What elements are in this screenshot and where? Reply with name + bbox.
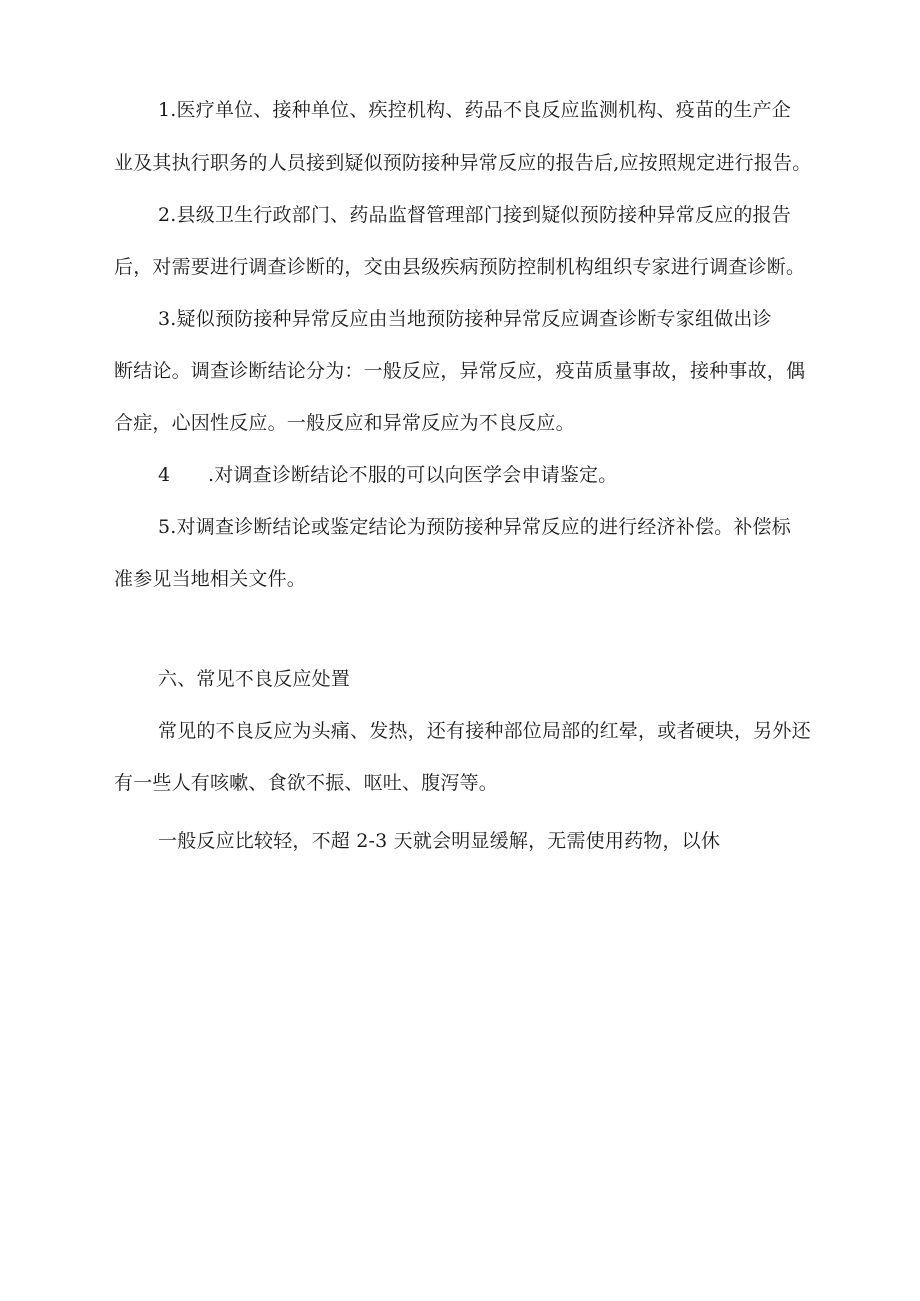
- item-3-text-1: 疑似预防接种异常反应由当地预防接种异常反应调查诊断专家组做出诊: [176, 308, 772, 330]
- item-3-separator: .: [170, 308, 177, 330]
- item-1-line-2: 业及其执行职务的人员接到疑似预防接种异常反应的报告后,应按照规定进行报告。: [114, 152, 812, 174]
- item-3-number: 3: [158, 308, 171, 330]
- item-4-number: 4: [158, 464, 171, 486]
- item-2-line-2: 后，对需要进行调查诊断的，交由县级疾病预防控制机构组织专家进行调查诊断。: [114, 256, 806, 278]
- item-5-line-2: 准参见当地相关文件。: [114, 568, 307, 590]
- item-5-text-1: 对调查诊断结论或鉴定结论为预防接种异常反应的进行经济补偿。补偿标: [176, 516, 791, 538]
- item-1-number: 1: [158, 99, 171, 121]
- item-4-separator: .: [208, 464, 215, 486]
- section-heading: 六、常见不良反应处置: [158, 668, 351, 690]
- item-1-text-1: 医疗单位、接种单位、疾控机构、药品不良反应监测机构、疫苗的生产企: [176, 99, 791, 121]
- item-2-text-1: 县级卫生行政部门、药品监督管理部门接到疑似预防接种异常反应的报告: [176, 204, 791, 226]
- section-para-1-line-2: 有一些人有咳嗽、食欲不振、呕吐、腹泻等。: [114, 772, 499, 794]
- item-2-separator: .: [170, 204, 177, 226]
- item-4-line-1: [158, 462, 617, 488]
- section-para-2-line-1: 一般反应比较轻，不超 2-3 天就会明显缓解，无需使用药物，以休: [158, 830, 721, 852]
- item-4-text-1: 对调查诊断结论不服的可以向医学会申请鉴定。: [214, 464, 618, 486]
- item-1-separator: .: [170, 99, 177, 121]
- item-2-number: 2: [158, 204, 171, 226]
- item-3-line-2: 断结论。调查诊断结论分为：一般反应，异常反应，疫苗质量事故，接种事故，偶: [114, 360, 806, 382]
- item-2-line-1: [158, 202, 791, 228]
- section-para-1-line-1: 常见的不良反应为头痛、发热，还有接种部位局部的红晕，或者硬块，另外还: [158, 720, 811, 742]
- item-5-line-1: [158, 514, 791, 540]
- item-5-number: 5: [158, 516, 171, 538]
- item-5-separator: .: [170, 516, 177, 538]
- item-3-line-3: 合症，心因性反应。一般反应和异常反应为不良反应。: [114, 412, 575, 434]
- item-1-line-1: [158, 97, 791, 123]
- item-3-line-1: [158, 306, 772, 332]
